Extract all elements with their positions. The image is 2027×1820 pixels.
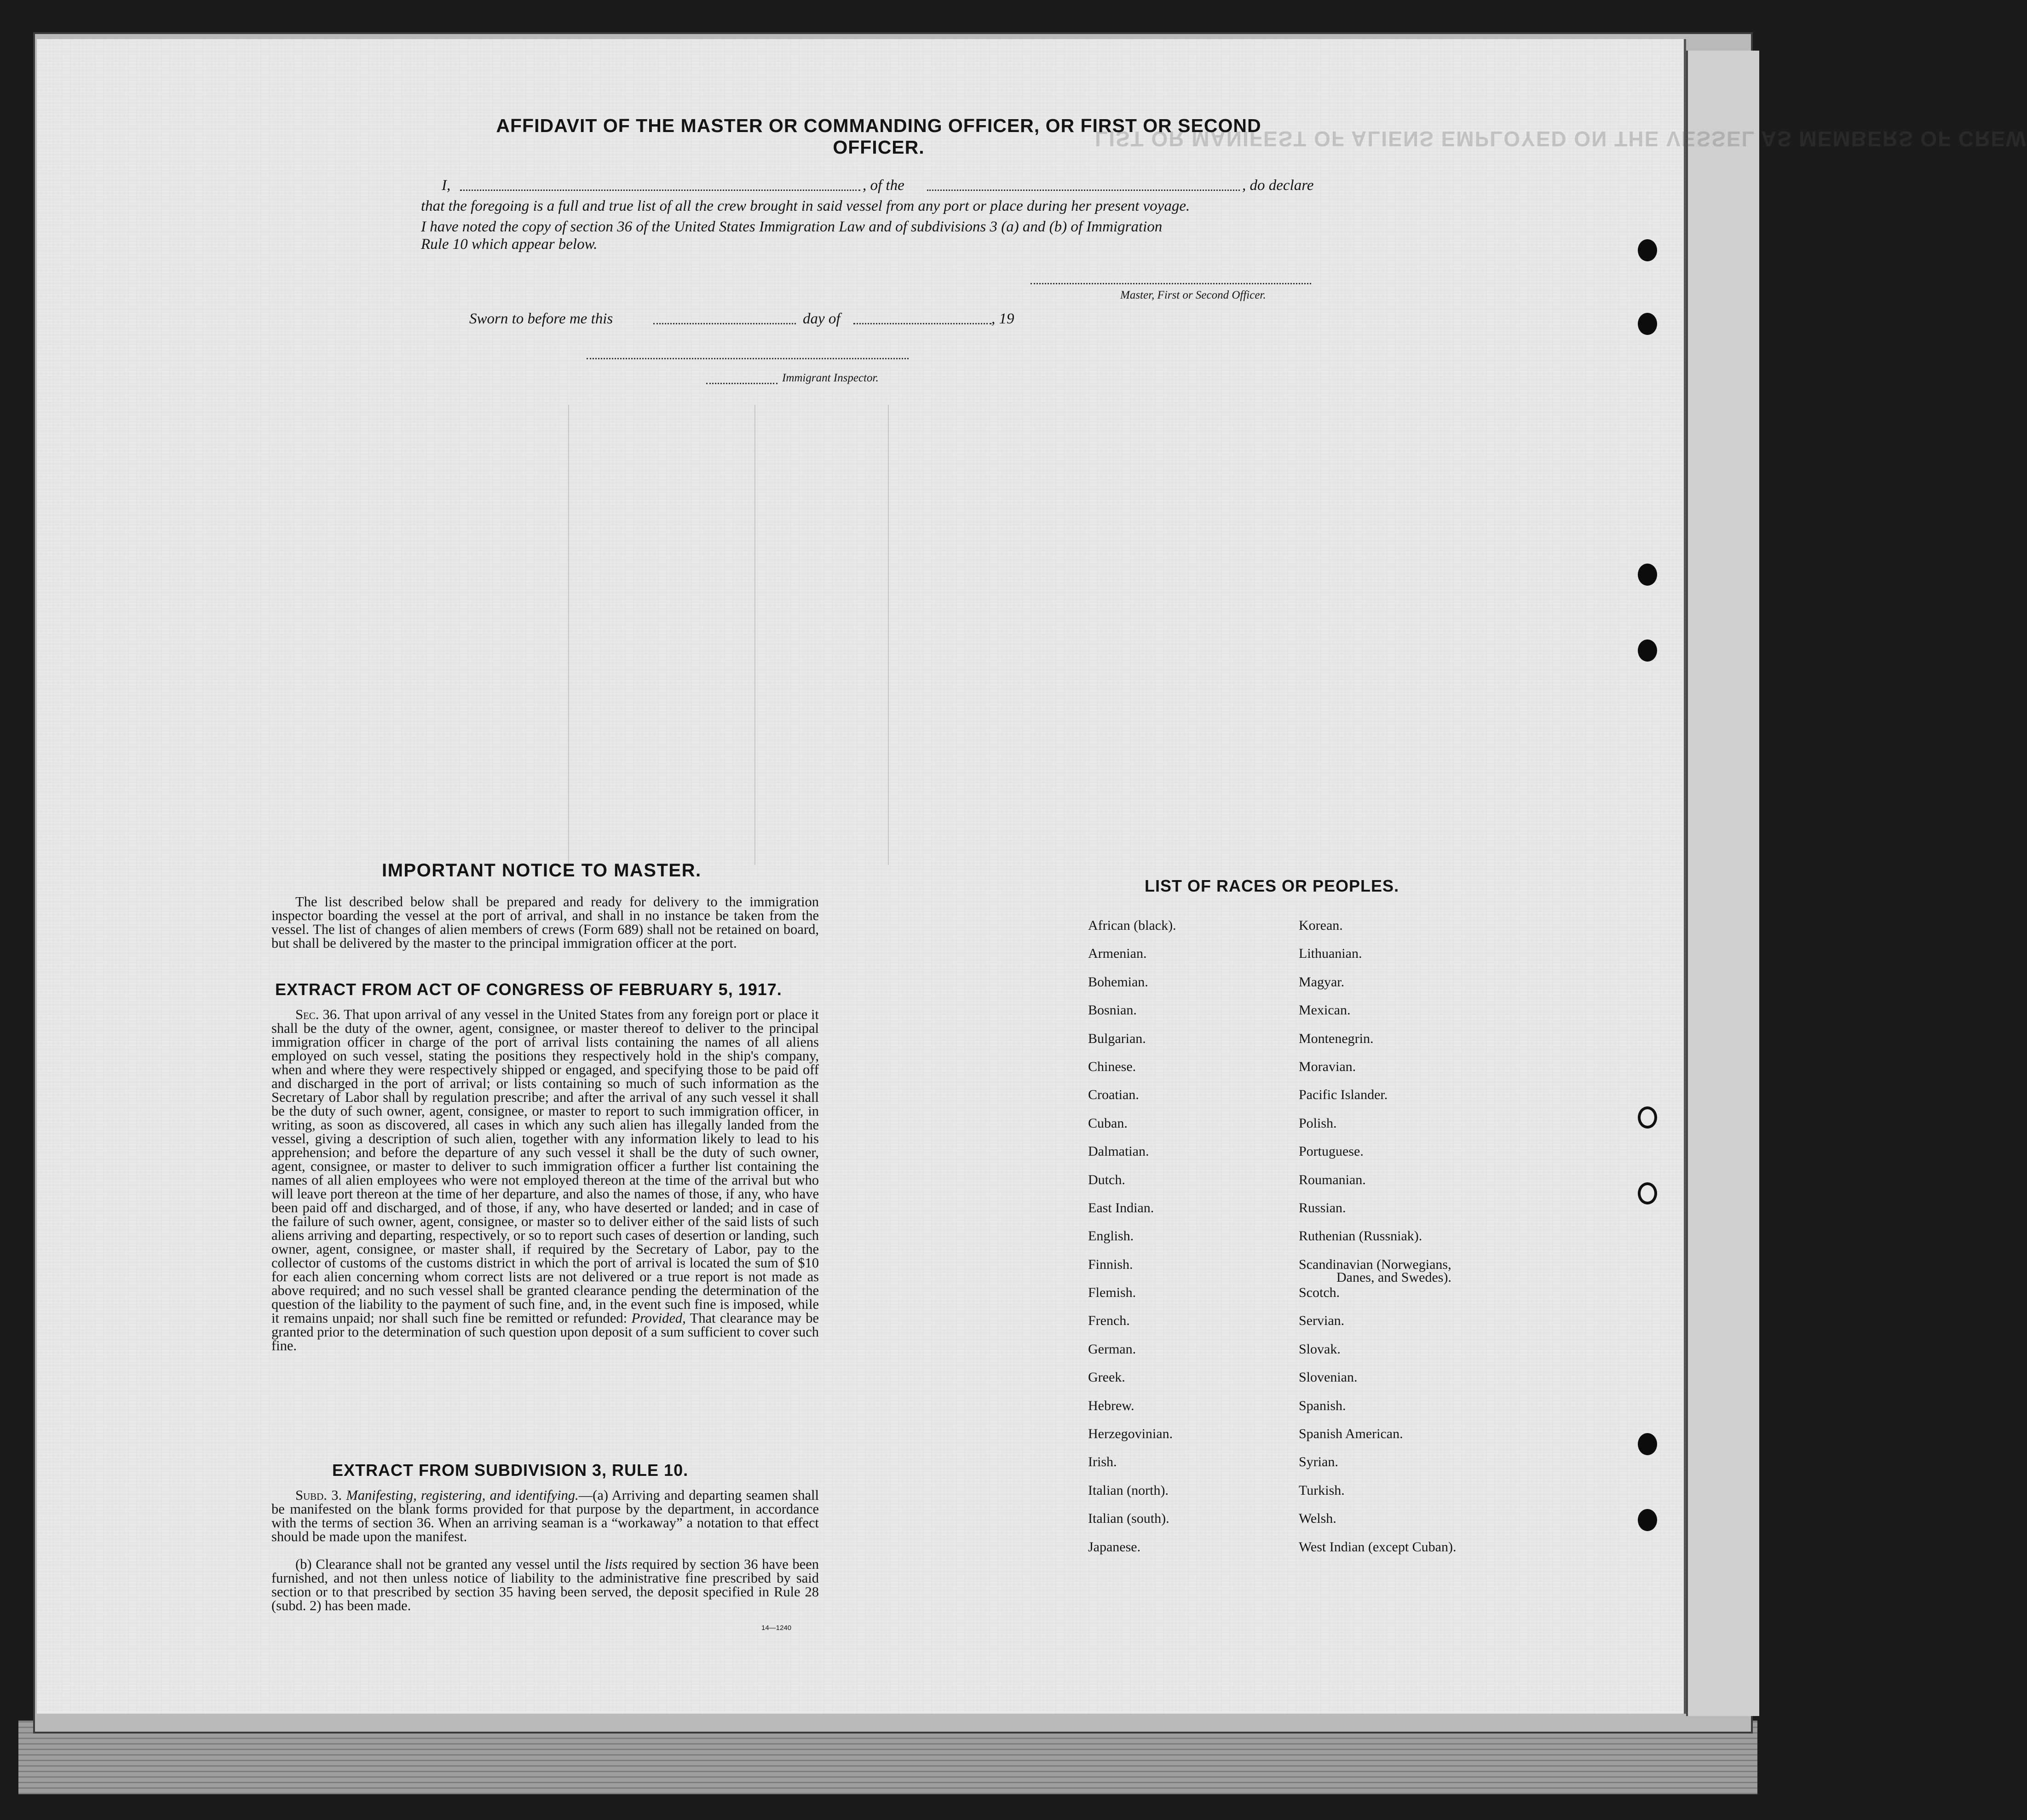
affidavit-line-3: I have noted the copy of section 36 of the United States Immigration Law and of subdivisions 3 (a) and (b) of Immigration: [421, 219, 1163, 235]
race-item: Japanese.: [1088, 1539, 1141, 1555]
race-item: Scandinavian (Norwegians,: [1299, 1256, 1451, 1272]
year-label: , 19: [991, 311, 1014, 327]
race-item: Flemish.: [1088, 1285, 1136, 1301]
inspector-lead-line: [706, 383, 777, 384]
race-item: Lithuanian.: [1299, 946, 1362, 962]
sworn-month-line: [853, 323, 991, 324]
race-item: Turkish.: [1299, 1482, 1345, 1498]
sworn-day-line: [653, 323, 796, 324]
act-section-end: That clearance may be granted prior to the determination of such question upon deposit of a sum sufficient to cover such fine.: [271, 1310, 819, 1353]
race-item: Ruthenian (Russniak).: [1299, 1228, 1422, 1244]
race-item: Pacific Islander.: [1299, 1087, 1388, 1103]
act-section-label: Sec. 36.: [295, 1007, 340, 1022]
affidavit-title: AFFIDAVIT OF THE MASTER OR COMMANDING OFFICER, OR FIRST OR SECOND OFFICER.: [496, 115, 1261, 158]
race-item: Spanish.: [1299, 1398, 1346, 1413]
sworn-label: Sworn to before me this: [469, 311, 613, 327]
race-item: Roumanian.: [1299, 1172, 1366, 1187]
right-page-edge: [1686, 51, 1759, 1716]
race-item: Bulgarian.: [1088, 1031, 1146, 1046]
race-item: Polish.: [1299, 1115, 1337, 1131]
affidavit-line-4: Rule 10 which appear below.: [421, 236, 598, 253]
binder-hole: [1638, 639, 1657, 662]
inspector-label: Immigrant Inspector.: [782, 372, 879, 384]
races-title: LIST OF RACES OR PEOPLES.: [1145, 876, 1399, 895]
race-item: West Indian (except Cuban).: [1299, 1539, 1457, 1555]
race-item: Cuban.: [1088, 1115, 1128, 1131]
race-item: Irish.: [1088, 1454, 1117, 1470]
act-section-36: [271, 1008, 819, 1353]
rule-subd-a-text: —(a) Arriving and departing seamen shall be manifested on the blank forms provided for that purpose by the department, in accordance with the terms of section 36. When an arriving seaman is a “workaway” a notation to that effect should be made upon the manifest.: [271, 1487, 819, 1544]
race-item: Croatian.: [1088, 1087, 1139, 1103]
race-item: Slovak.: [1299, 1341, 1341, 1357]
rule-b-text-2: required by section 36 have been furnished, and not then unless notice of liability to the administrative fine prescribed by said section or to that prescribed by section 35 having been served, the deposit specified in Rule 28 (subd. 2) has been made.: [271, 1556, 819, 1613]
vessel-line: [927, 190, 1240, 191]
master-signature-line: [1031, 283, 1311, 284]
binder-hole: [1638, 239, 1657, 261]
race-item: Russian.: [1299, 1200, 1346, 1215]
inspector-signature-line: [587, 358, 909, 359]
rule-subd-b: [271, 1557, 819, 1613]
race-item: Portuguese.: [1299, 1144, 1364, 1159]
rule-subd-heading: Manifesting, registering, and identifying.: [346, 1487, 579, 1503]
race-item: Montenegrin.: [1299, 1031, 1374, 1046]
rule-b-text-1: Clearance shall not be granted any vessel until the: [316, 1556, 601, 1572]
race-item: Greek.: [1088, 1370, 1125, 1385]
race-item: African (black).: [1088, 918, 1176, 933]
race-item: Herzegovinian.: [1088, 1426, 1173, 1442]
race-item: Magyar.: [1299, 974, 1345, 990]
act-provided: Provided,: [631, 1310, 686, 1326]
race-item: Chinese.: [1088, 1059, 1136, 1074]
race-item: Scotch.: [1299, 1285, 1340, 1301]
race-item: Servian.: [1299, 1313, 1345, 1329]
rule-subd-a: [271, 1488, 819, 1544]
race-item: Danes, and Swedes).: [1336, 1270, 1451, 1285]
race-item: Dalmatian.: [1088, 1144, 1149, 1159]
race-item: Syrian.: [1299, 1454, 1338, 1470]
race-item: Slovenian.: [1299, 1370, 1358, 1385]
race-item: Mexican.: [1299, 1002, 1351, 1018]
act-section-text: That upon arrival of any vessel in the United States from any foreign port or place it shall be the duty of the owner, agent, consignee, or master thereof to deliver to the principal immigration officer in charge of the port of arrival lists containing the names of all aliens employed on such vessel, stating the positions they respectively hold in the ship's company, when and where they were respectively shipped or engaged, and specifying those to be paid off and discharged in the port of arrival; or lists containing so much of such information as the Secretary of Labor shall by regulation prescribe; and after the arrival of any such vessel it shall be the duty of such owner, agent, consignee, or master to report to such immigration officer, in writing, as soon as discovered, all cases in which any such alien has illegally landed from the vessel, giving a description of such alien, together with any information likely to lead to his apprehension; and before the departure of any such vessel it shall be the duty of such owner, agent, consignee, or master to deliver to such immigration officer a further list containing the names of all alien employees who were not employed thereon at the time of the arrival but who will leave port thereon at the time of her departure, and also the names of those, if any, who have been paid off and discharged, and of those, if any, who have deserted or landed; and in case of the failure of such owner, agent, consignee, or master so to deliver either of the said lists of such aliens arriving and departing, respectively, or so to report such cases of desertion or landing, such owner, agent, consignee, or master shall, if required by the Secretary of Labor, pay to the collector of customs of the customs district in which the port of arrival is located the sum of $10 for each alien concerning whom correct lists are not delivered or a true report is not made as above required; and no such vessel shall be granted clearance pending the determination of the question of the liability to the payment of such fine, and, in the event such fine is imposed, while it remains unpaid; nor shall such fine be remitted or refunded:: [271, 1007, 819, 1326]
race-item: Dutch.: [1088, 1172, 1125, 1187]
binder-hole: [1638, 313, 1657, 335]
affidavit-declare-label: , do declare: [1242, 177, 1314, 194]
form-number: 14—1240: [761, 1624, 792, 1632]
binder-hole: [1638, 1106, 1657, 1129]
race-item: Spanish American.: [1299, 1426, 1403, 1442]
binder-hole: [1638, 1182, 1657, 1204]
notice-text: The list described below shall be prepared and ready for delivery to the immigration inspector boarding the vessel at the port of arrival, and shall in no instance be taken from the vessel. The list of changes of alien members of crews (Form 689) shall not be retained on board, but shall be delivered by the master to the principal immigration officer at the port.: [271, 894, 819, 951]
act-title: EXTRACT FROM ACT OF CONGRESS OF FEBRUARY 5, 1917.: [275, 980, 782, 999]
rule-title: EXTRACT FROM SUBDIVISION 3, RULE 10.: [332, 1461, 689, 1480]
name-line: [460, 190, 860, 191]
race-item: Welsh.: [1299, 1511, 1336, 1526]
bleed-through-title: LIST OR MANIFEST OF ALIENS EMPLOYED ON THE VESSEL AS MEMBERS OF CREW: [1095, 127, 2027, 151]
rule-subd-label: Subd. 3.: [295, 1487, 342, 1503]
race-item: French.: [1088, 1313, 1130, 1329]
day-of-label: day of: [803, 311, 841, 327]
race-item: Bohemian.: [1088, 974, 1148, 990]
races-column-1: [1088, 918, 1176, 1567]
binder-hole: [1638, 564, 1657, 586]
race-item: Hebrew.: [1088, 1398, 1134, 1413]
race-item: English.: [1088, 1228, 1134, 1244]
races-column-2: [1299, 918, 1456, 1567]
race-item: Bosnian.: [1088, 1002, 1137, 1018]
race-item: Moravian.: [1299, 1059, 1356, 1074]
affidavit-of-label: , of the: [863, 177, 904, 194]
affidavit-i-label: I,: [442, 177, 451, 194]
affidavit-line-2: that the foregoing is a full and true list of all the crew brought in said vessel from any port or place during her present voyage.: [421, 198, 1190, 214]
rule-b-lists: lists: [605, 1556, 628, 1572]
race-item: Armenian.: [1088, 946, 1147, 962]
race-item: German.: [1088, 1341, 1136, 1357]
race-item: East Indian.: [1088, 1200, 1154, 1215]
notice-title: IMPORTANT NOTICE TO MASTER.: [382, 860, 702, 881]
race-item: Italian (north).: [1088, 1482, 1169, 1498]
binder-hole: [1638, 1509, 1657, 1531]
race-item: Finnish.: [1088, 1256, 1133, 1272]
master-signature-label: Master, First or Second Officer.: [1120, 289, 1266, 301]
binder-hole: [1638, 1433, 1657, 1455]
race-item: Korean.: [1299, 918, 1343, 933]
race-item: Italian (south).: [1088, 1511, 1169, 1526]
rule-b-label: (b): [295, 1556, 312, 1572]
